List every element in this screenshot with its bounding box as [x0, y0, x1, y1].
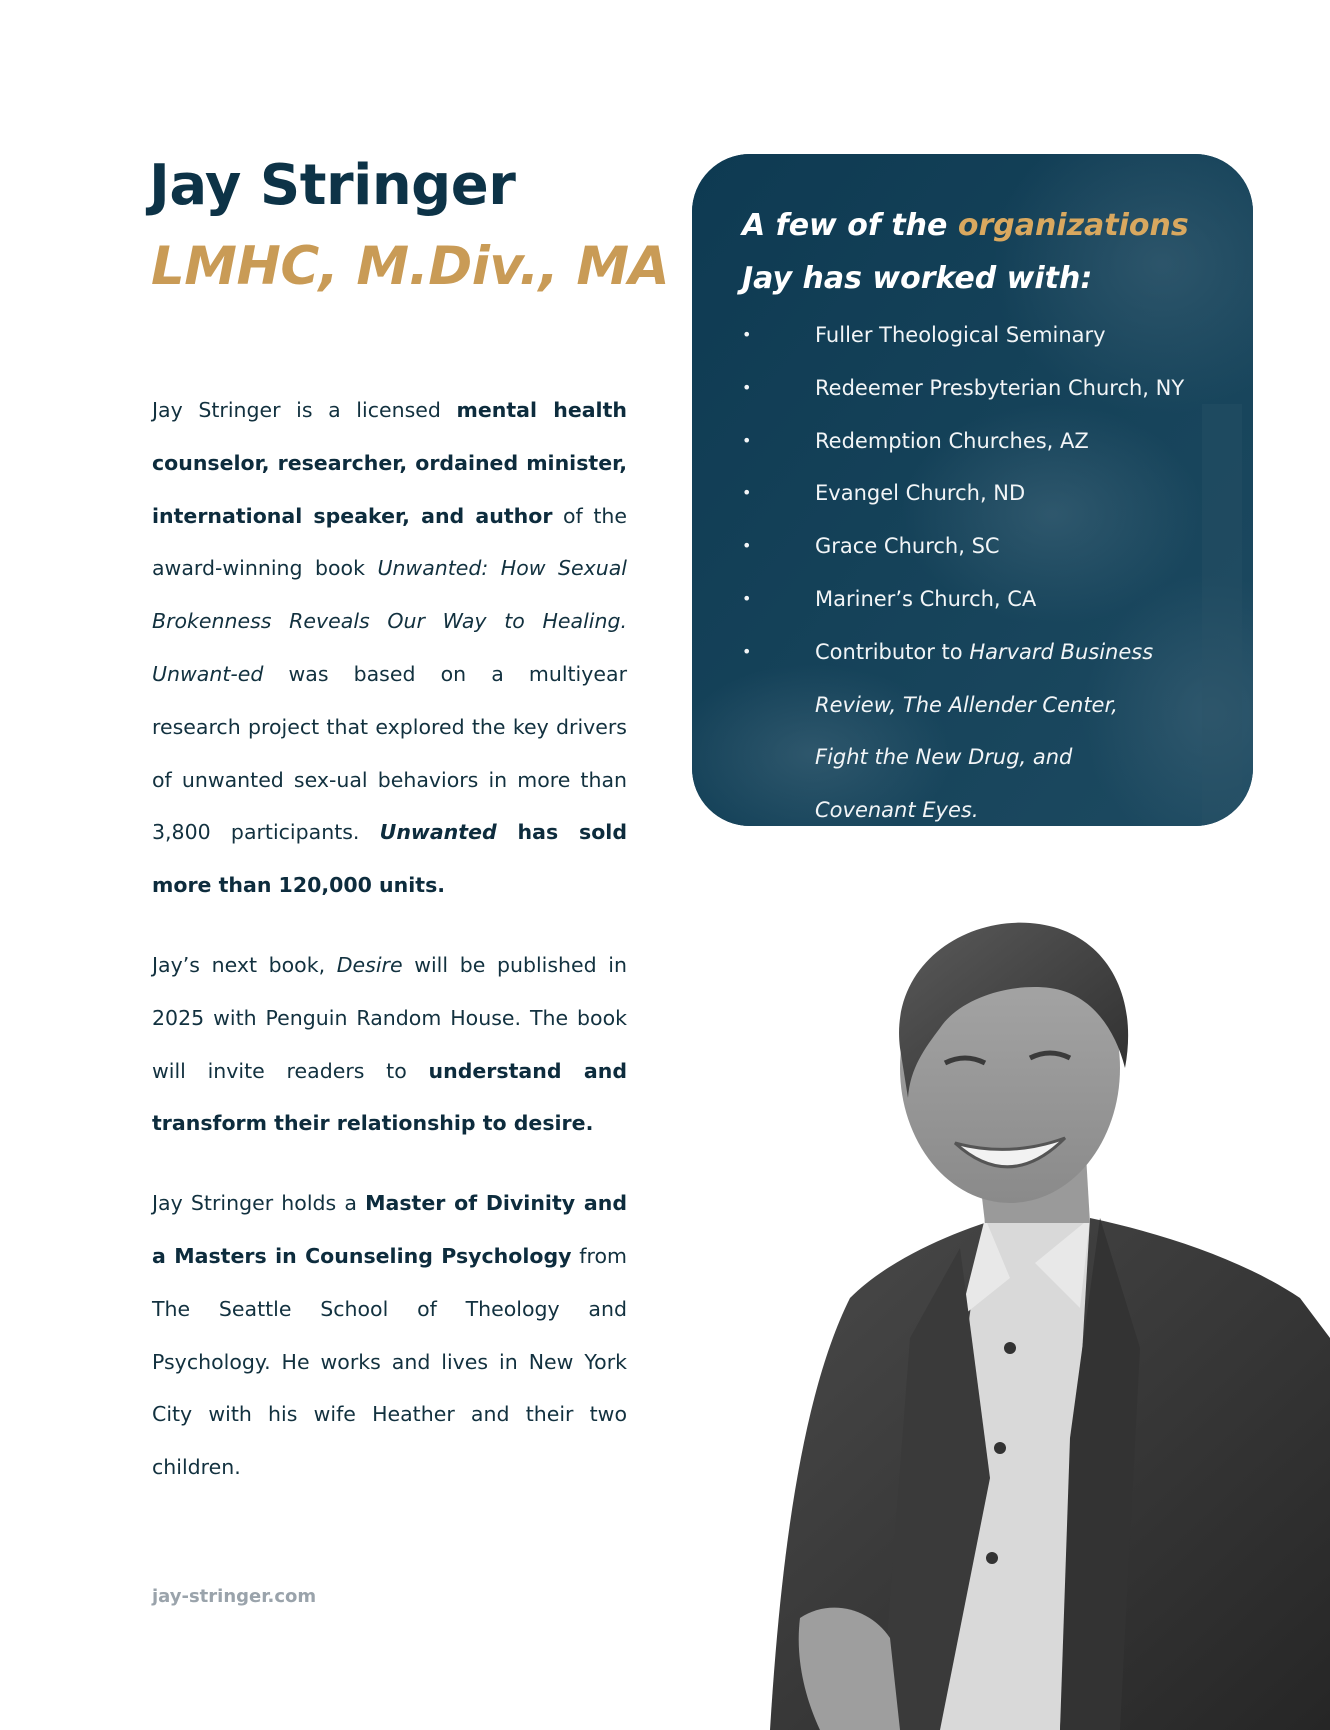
- bullet-icon: •: [742, 536, 752, 556]
- bio-text: Jay’s next book,: [152, 952, 337, 977]
- bio-text: was based on a multiyear research project that explored the key drivers of unwanted sex-ual behaviors in more than 3,800 participants.: [152, 661, 627, 845]
- bio-text: from The Seattle School of Theology and Psychology. He works and lives in New York City with his wife Heather and their two children.: [152, 1243, 627, 1480]
- organization-name: Redemption Churches, AZ: [815, 428, 1089, 453]
- organization-name: Grace Church, SC: [815, 534, 1000, 559]
- list-item: [742, 362, 1222, 415]
- bio-text: of the award-winning book: [152, 503, 627, 581]
- bio-bold-text: has sold more than 120,000 units.: [152, 820, 627, 898]
- bullet-icon: •: [742, 430, 752, 450]
- list-item: [742, 309, 1222, 362]
- heading-text: Jay has worked with:: [742, 261, 1093, 296]
- bullet-icon: •: [742, 483, 752, 503]
- bullet-icon: •: [742, 325, 752, 344]
- website-url: jay-stringer.com: [152, 1586, 317, 1607]
- bullet-icon: •: [742, 641, 752, 661]
- list-item-contributor: [742, 626, 1222, 826]
- organizations-card: [692, 154, 1253, 826]
- list-item: [742, 415, 1222, 468]
- organizations-heading: [742, 199, 1189, 305]
- bio-bold-text: Master of Divinity and a Masters in Counseling Psychology: [152, 1191, 628, 1268]
- credentials-title: LMHC, M.Div., MA: [151, 236, 670, 297]
- organization-name: Fuller Theological Seminary: [815, 323, 1106, 347]
- organization-name: Redeemer Presbyterian Church, NY: [815, 375, 1185, 400]
- book-title-desire: Desire: [336, 952, 403, 977]
- contributor-publications: Harvard Business Review, The Allender Center, Fight the New Drug, and Covenant Eyes.: [815, 639, 1154, 823]
- bio-text: will be published in 2025 with Penguin Random House. The book will invite readers to: [152, 952, 627, 1083]
- book-title-unwanted: Unwanted: [379, 820, 497, 845]
- list-item: [742, 573, 1222, 626]
- list-item: [742, 520, 1222, 573]
- bio-text: Jay Stringer is a licensed: [152, 398, 457, 422]
- heading-accent-word: organizations: [957, 208, 1189, 243]
- organization-name: Mariner’s Church, CA: [815, 586, 1037, 611]
- bullet-icon: •: [742, 588, 752, 608]
- organizations-content: [692, 154, 1253, 826]
- portrait-photo: [760, 918, 1330, 1730]
- bio-paragraph-3: [152, 1177, 627, 1494]
- organization-name: Evangel Church, ND: [815, 481, 1026, 506]
- contributor-prefix: Contributor to: [815, 639, 970, 664]
- bullet-icon: •: [742, 377, 752, 397]
- organizations-list: [742, 309, 1222, 826]
- bio-paragraph-1: [152, 384, 627, 912]
- bio-paragraph-2: [152, 939, 627, 1150]
- book-title-unwanted: Unwanted: How Sexual Brokenness Reveals Our Way to Healing. Unwant-ed: [152, 556, 627, 686]
- person-name: Jay Stringer: [149, 153, 516, 218]
- bio-bold-text: understand and transform their relationship to desire.: [152, 1058, 627, 1136]
- bio-bold-text: mental health counselor, researcher, ordained minister, international speaker, and author: [152, 398, 627, 528]
- list-item: [742, 467, 1222, 520]
- heading-text: A few of the: [742, 208, 958, 243]
- contributor-text: [815, 626, 1175, 826]
- bio-section: [152, 384, 627, 1521]
- bio-text: Jay Stringer holds a: [152, 1191, 366, 1216]
